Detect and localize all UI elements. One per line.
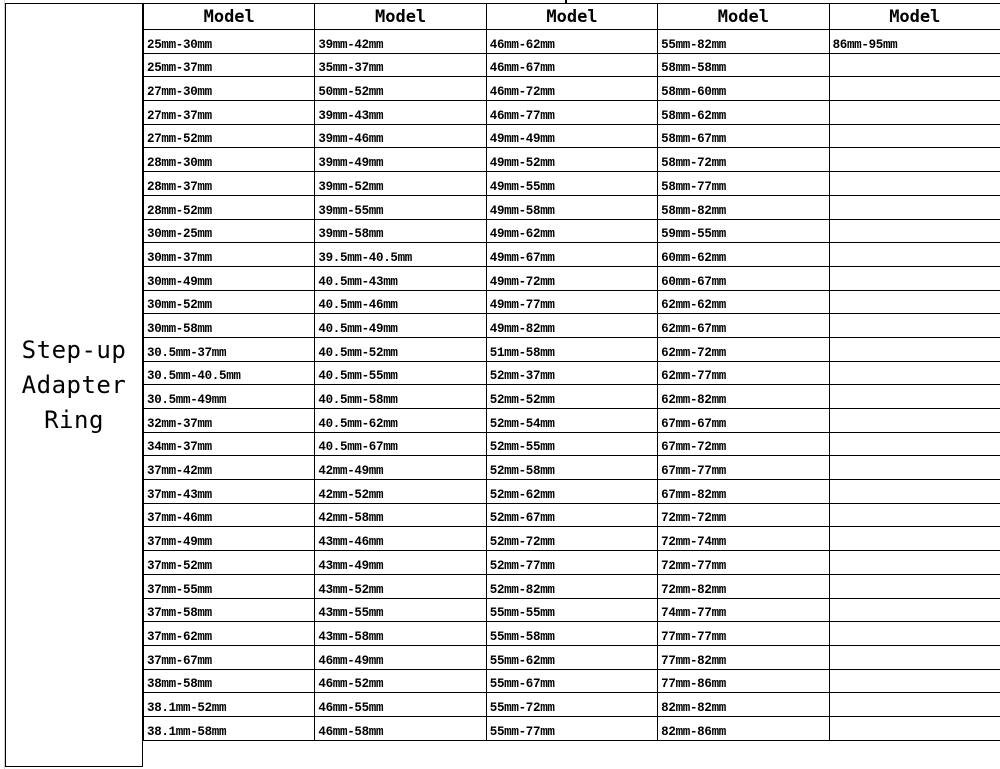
table-cell[interactable] bbox=[829, 243, 1000, 267]
table-cell[interactable]: 58mm-82mm bbox=[658, 195, 829, 219]
table-cell[interactable]: 39mm-55mm bbox=[315, 195, 486, 219]
table-cell[interactable]: 82mm-86mm bbox=[658, 716, 829, 740]
table-cell[interactable] bbox=[829, 645, 1000, 669]
category-label-line: Step-up bbox=[21, 335, 127, 364]
table-cell[interactable]: 62mm-67mm bbox=[658, 314, 829, 338]
table-cell[interactable]: 27mm-37mm bbox=[144, 101, 315, 125]
table-row bbox=[144, 409, 1000, 433]
table-cell[interactable]: 42mm-52mm bbox=[315, 480, 486, 504]
table-cell[interactable]: 58mm-58mm bbox=[658, 53, 829, 77]
table-cell[interactable]: 62mm-77mm bbox=[658, 361, 829, 385]
table-cell[interactable]: 30mm-58mm bbox=[144, 314, 315, 338]
table-cell[interactable]: 40.5mm-52mm bbox=[315, 337, 486, 361]
table-row bbox=[144, 574, 1000, 598]
table-cell[interactable]: 49mm-77mm bbox=[486, 290, 657, 314]
table-row bbox=[144, 456, 1000, 480]
table-cell[interactable]: 39mm-46mm bbox=[315, 124, 486, 148]
table-row bbox=[144, 527, 1000, 551]
table-cell[interactable]: 72mm-74mm bbox=[658, 527, 829, 551]
table-cell[interactable]: 52mm-67mm bbox=[486, 503, 657, 527]
table-body bbox=[144, 30, 1000, 741]
table-cell[interactable]: 52mm-58mm bbox=[486, 456, 657, 480]
column-header: Model bbox=[315, 4, 486, 30]
table-cell[interactable]: 62mm-72mm bbox=[658, 337, 829, 361]
table-cell[interactable]: 49mm-67mm bbox=[486, 243, 657, 267]
table-cell[interactable]: 49mm-58mm bbox=[486, 195, 657, 219]
header-row bbox=[144, 4, 1000, 30]
table-cell[interactable] bbox=[829, 456, 1000, 480]
table-cell[interactable]: 42mm-58mm bbox=[315, 503, 486, 527]
table-cell[interactable] bbox=[829, 361, 1000, 385]
column-header: Model bbox=[658, 4, 829, 30]
table-row bbox=[144, 432, 1000, 456]
table-cell[interactable]: 40.5mm-46mm bbox=[315, 290, 486, 314]
table-cell[interactable]: 55mm-58mm bbox=[486, 622, 657, 646]
table-cell[interactable]: 37mm-55mm bbox=[144, 574, 315, 598]
table-cell[interactable]: 86mm-95mm bbox=[829, 30, 1000, 54]
table-cell[interactable]: 40.5mm-67mm bbox=[315, 432, 486, 456]
table-cell[interactable] bbox=[829, 172, 1000, 196]
table-row bbox=[144, 30, 1000, 54]
table-cell[interactable]: 40.5mm-43mm bbox=[315, 266, 486, 290]
table-cell[interactable]: 30mm-37mm bbox=[144, 243, 315, 267]
table-cell[interactable]: 51mm-58mm bbox=[486, 337, 657, 361]
table-cell[interactable]: 67mm-67mm bbox=[658, 409, 829, 433]
table-cell[interactable]: 46mm-62mm bbox=[486, 30, 657, 54]
table-cell[interactable]: 49mm-62mm bbox=[486, 219, 657, 243]
table-cell[interactable] bbox=[829, 693, 1000, 717]
table-cell[interactable]: 52mm-54mm bbox=[486, 409, 657, 433]
table-cell[interactable]: 43mm-58mm bbox=[315, 622, 486, 646]
table-cell[interactable] bbox=[829, 551, 1000, 575]
table-cell[interactable]: 43mm-55mm bbox=[315, 598, 486, 622]
table-cell[interactable] bbox=[829, 124, 1000, 148]
table-cell[interactable]: 62mm-62mm bbox=[658, 290, 829, 314]
table-row bbox=[144, 622, 1000, 646]
column-header: Model bbox=[486, 4, 657, 30]
table-cell[interactable] bbox=[829, 716, 1000, 740]
table-cell[interactable]: 43mm-46mm bbox=[315, 527, 486, 551]
table-cell[interactable] bbox=[829, 337, 1000, 361]
table-cell[interactable]: 38mm-58mm bbox=[144, 669, 315, 693]
table-cell[interactable] bbox=[829, 77, 1000, 101]
table-cell[interactable]: 67mm-77mm bbox=[658, 456, 829, 480]
table-cell[interactable]: 52mm-52mm bbox=[486, 385, 657, 409]
table-row bbox=[144, 172, 1000, 196]
table-cell[interactable]: 37mm-52mm bbox=[144, 551, 315, 575]
table-cell[interactable] bbox=[829, 101, 1000, 125]
table-cell[interactable]: 39mm-49mm bbox=[315, 148, 486, 172]
table-cell[interactable]: 37mm-67mm bbox=[144, 645, 315, 669]
table-cell[interactable]: 58mm-67mm bbox=[658, 124, 829, 148]
table-cell[interactable]: 40.5mm-55mm bbox=[315, 361, 486, 385]
table-row bbox=[144, 314, 1000, 338]
table-cell[interactable]: 74mm-77mm bbox=[658, 598, 829, 622]
table-cell[interactable]: 39mm-43mm bbox=[315, 101, 486, 125]
table-cell[interactable]: 77mm-77mm bbox=[658, 622, 829, 646]
table-cell[interactable] bbox=[829, 503, 1000, 527]
table-cell[interactable]: 59mm-55mm bbox=[658, 219, 829, 243]
table-cell[interactable] bbox=[829, 409, 1000, 433]
table-cell[interactable]: 55mm-55mm bbox=[486, 598, 657, 622]
table-row bbox=[144, 148, 1000, 172]
column-header: Model bbox=[144, 4, 315, 30]
table-cell[interactable]: 46mm-67mm bbox=[486, 53, 657, 77]
table-row bbox=[144, 124, 1000, 148]
table-row bbox=[144, 503, 1000, 527]
table-cell[interactable]: 30mm-52mm bbox=[144, 290, 315, 314]
table-row bbox=[144, 266, 1000, 290]
category-label-line: Adapter bbox=[21, 370, 127, 399]
table-cell[interactable]: 72mm-82mm bbox=[658, 574, 829, 598]
table-cell[interactable]: 27mm-30mm bbox=[144, 77, 315, 101]
table-cell[interactable]: 46mm-52mm bbox=[315, 669, 486, 693]
table-cell[interactable] bbox=[829, 148, 1000, 172]
table-cell[interactable] bbox=[829, 622, 1000, 646]
table-cell[interactable]: 28mm-37mm bbox=[144, 172, 315, 196]
table-cell[interactable]: 32mm-37mm bbox=[144, 409, 315, 433]
table-cell[interactable] bbox=[829, 669, 1000, 693]
table-cell[interactable]: 52mm-37mm bbox=[486, 361, 657, 385]
table-cell[interactable]: 55mm-67mm bbox=[486, 669, 657, 693]
table-cell[interactable] bbox=[829, 266, 1000, 290]
table-cell[interactable]: 37mm-42mm bbox=[144, 456, 315, 480]
table-cell[interactable]: 72mm-72mm bbox=[658, 503, 829, 527]
table-cell[interactable]: 39mm-42mm bbox=[315, 30, 486, 54]
table-cell[interactable]: 49mm-49mm bbox=[486, 124, 657, 148]
table-cell[interactable]: 46mm-72mm bbox=[486, 77, 657, 101]
table-row bbox=[144, 598, 1000, 622]
category-label-line: Ring bbox=[44, 405, 104, 434]
table-cell[interactable] bbox=[829, 314, 1000, 338]
table-cell[interactable]: 30.5mm-37mm bbox=[144, 337, 315, 361]
table-cell[interactable]: 72mm-77mm bbox=[658, 551, 829, 575]
table-cell[interactable]: 55mm-82mm bbox=[658, 30, 829, 54]
table-cell[interactable]: 30mm-25mm bbox=[144, 219, 315, 243]
table-cell[interactable]: 28mm-30mm bbox=[144, 148, 315, 172]
table-cell[interactable]: 46mm-58mm bbox=[315, 716, 486, 740]
table-cell[interactable]: 42mm-49mm bbox=[315, 456, 486, 480]
table-cell[interactable]: 37mm-58mm bbox=[144, 598, 315, 622]
table-cell[interactable]: 40.5mm-49mm bbox=[315, 314, 486, 338]
table-cell[interactable]: 62mm-82mm bbox=[658, 385, 829, 409]
table-cell[interactable]: 37mm-49mm bbox=[144, 527, 315, 551]
table-cell[interactable]: 58mm-72mm bbox=[658, 148, 829, 172]
table-row bbox=[144, 361, 1000, 385]
model-table bbox=[143, 3, 1000, 741]
table-cell[interactable]: 40.5mm-58mm bbox=[315, 385, 486, 409]
table-cell[interactable] bbox=[829, 219, 1000, 243]
table-cell[interactable] bbox=[829, 432, 1000, 456]
table-cell[interactable]: 49mm-72mm bbox=[486, 266, 657, 290]
table-cell[interactable]: 38.1mm-52mm bbox=[144, 693, 315, 717]
table-cell[interactable]: 55mm-77mm bbox=[486, 716, 657, 740]
table-cell[interactable]: 52mm-72mm bbox=[486, 527, 657, 551]
table-cell[interactable]: 30.5mm-40.5mm bbox=[144, 361, 315, 385]
table-cell[interactable]: 49mm-52mm bbox=[486, 148, 657, 172]
table-cell[interactable]: 38.1mm-58mm bbox=[144, 716, 315, 740]
table-row bbox=[144, 551, 1000, 575]
table-row bbox=[144, 385, 1000, 409]
column-header: Model bbox=[829, 4, 1000, 30]
table-cell[interactable]: 58mm-62mm bbox=[658, 101, 829, 125]
table-cell[interactable]: 52mm-77mm bbox=[486, 551, 657, 575]
table-cell[interactable] bbox=[829, 527, 1000, 551]
category-label-cell bbox=[5, 3, 143, 767]
table-cell[interactable]: 60mm-67mm bbox=[658, 266, 829, 290]
table-row bbox=[144, 645, 1000, 669]
table-cell[interactable]: 52mm-55mm bbox=[486, 432, 657, 456]
table-cell[interactable]: 60mm-62mm bbox=[658, 243, 829, 267]
table-row bbox=[144, 101, 1000, 125]
table-cell[interactable] bbox=[829, 480, 1000, 504]
table-cell[interactable]: 77mm-86mm bbox=[658, 669, 829, 693]
table-cell[interactable]: 49mm-82mm bbox=[486, 314, 657, 338]
table-row bbox=[144, 53, 1000, 77]
table-cell[interactable]: 82mm-82mm bbox=[658, 693, 829, 717]
table-cell[interactable]: 39.5mm-40.5mm bbox=[315, 243, 486, 267]
table-cell[interactable]: 39mm-52mm bbox=[315, 172, 486, 196]
table-row bbox=[144, 195, 1000, 219]
table-row bbox=[144, 243, 1000, 267]
table-cell[interactable]: 35mm-37mm bbox=[315, 53, 486, 77]
table-cell[interactable]: 28mm-52mm bbox=[144, 195, 315, 219]
table-cell[interactable] bbox=[829, 574, 1000, 598]
table-row bbox=[144, 337, 1000, 361]
table-row bbox=[144, 77, 1000, 101]
table-cell[interactable]: 46mm-49mm bbox=[315, 645, 486, 669]
table-cell[interactable]: 46mm-77mm bbox=[486, 101, 657, 125]
table-row bbox=[144, 480, 1000, 504]
table-cell[interactable]: 37mm-43mm bbox=[144, 480, 315, 504]
table-cell[interactable]: 27mm-52mm bbox=[144, 124, 315, 148]
table-cell[interactable]: 55mm-72mm bbox=[486, 693, 657, 717]
table-cell[interactable] bbox=[829, 53, 1000, 77]
table-cell[interactable]: 52mm-62mm bbox=[486, 480, 657, 504]
table-row bbox=[144, 693, 1000, 717]
table-cell[interactable]: 30.5mm-49mm bbox=[144, 385, 315, 409]
table-cell[interactable]: 34mm-37mm bbox=[144, 432, 315, 456]
table-row bbox=[144, 290, 1000, 314]
table-cell[interactable]: 37mm-46mm bbox=[144, 503, 315, 527]
table-cell[interactable]: 30mm-49mm bbox=[144, 266, 315, 290]
table-cell[interactable]: 77mm-82mm bbox=[658, 645, 829, 669]
table-cell[interactable]: 67mm-72mm bbox=[658, 432, 829, 456]
table-row bbox=[144, 219, 1000, 243]
table-cell[interactable]: 50mm-52mm bbox=[315, 77, 486, 101]
table-cell[interactable] bbox=[829, 598, 1000, 622]
table-cell[interactable]: 39mm-58mm bbox=[315, 219, 486, 243]
table-cell[interactable]: 52mm-82mm bbox=[486, 574, 657, 598]
table-cell[interactable]: 43mm-49mm bbox=[315, 551, 486, 575]
table-cell[interactable] bbox=[829, 290, 1000, 314]
table-cell[interactable]: 40.5mm-62mm bbox=[315, 409, 486, 433]
table-cell[interactable]: 49mm-55mm bbox=[486, 172, 657, 196]
table-cell[interactable]: 55mm-62mm bbox=[486, 645, 657, 669]
table-cell[interactable]: 25mm-37mm bbox=[144, 53, 315, 77]
table-row bbox=[144, 669, 1000, 693]
table-cell[interactable]: 37mm-62mm bbox=[144, 622, 315, 646]
table-row bbox=[144, 716, 1000, 740]
table-cell[interactable]: 43mm-52mm bbox=[315, 574, 486, 598]
table-cell[interactable]: 25mm-30mm bbox=[144, 30, 315, 54]
table-cell[interactable] bbox=[829, 385, 1000, 409]
table-cell[interactable]: 58mm-60mm bbox=[658, 77, 829, 101]
table-cell[interactable]: 67mm-82mm bbox=[658, 480, 829, 504]
table-cell[interactable]: 58mm-77mm bbox=[658, 172, 829, 196]
table-cell[interactable]: 46mm-55mm bbox=[315, 693, 486, 717]
table-cell[interactable] bbox=[829, 195, 1000, 219]
